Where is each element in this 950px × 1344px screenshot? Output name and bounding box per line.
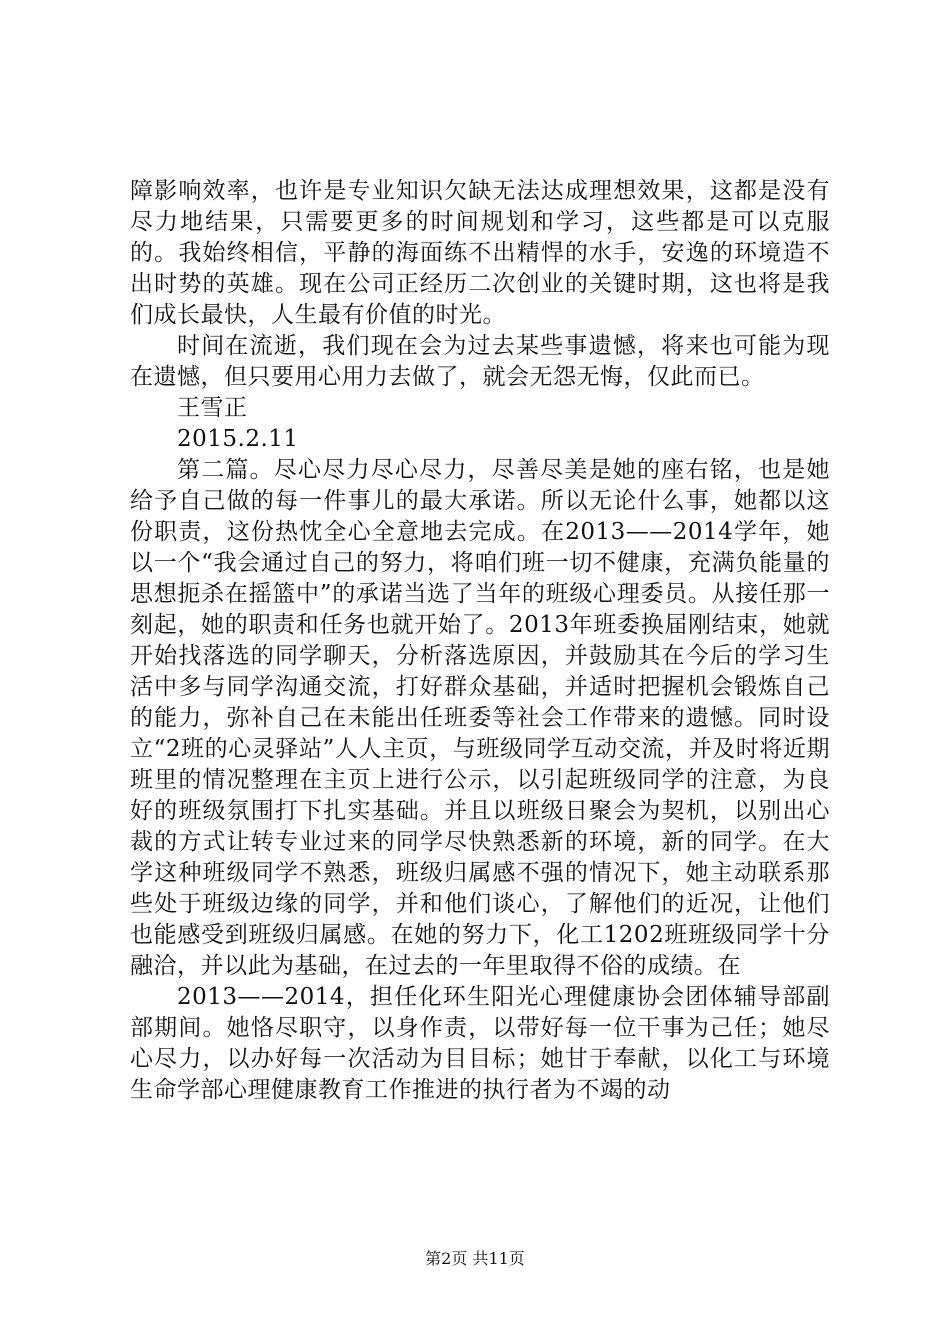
document-body [130,176,830,1106]
author-name: 王雪正 [177,395,248,421]
paragraph-6: 2013——2014，担任化环生阳光心理健康协会团体辅导部副部期间。她恪尽职守，以身作责，以带好每一位干事为己任；她尽心尽力，以办好每一次活动为目目标；她甘于奉献，以化工与环境生命学部心理健康教育工作推进的执行者为不竭的动 [130,984,830,1103]
date-line: 2015.2.11 [177,426,299,452]
paragraph-5: 第二篇。尽心尽力尽心尽力，尽善尽美是她的座右铭，也是她给予自己做的每一件事儿的最大承诺。所以无论什么事，她都以这份职责，这份热忱全心全意地去完成。在2013——2014学年，她以一个“我会通过自己的努力，将咱们班一切不健康，充满负能量的思想扼杀在摇篮中”的承诺当选了当年的班级心理委员。从接任那一刻起，她的职责和任务也就开始了。2013年班委换届刚结束，她就开始找落选的同学聊天，分析落选原因，并鼓励其在今后的学习生活中多与同学沟通交流，打好群众基础，并适时把握机会锻炼自己的能力，弥补自己在未能出任班委等社会工作带来的遗憾。同时设立“2班的心灵驿站”人人主页，与班级同学互动交流，并及时将近期班里的情况整理在主页上进行公示，以引起班级同学的注意，为良好的班级氛围打下扎实基础。并且以班级日聚会为契机，以别出心裁的方式让转专业过来的同学尽快熟悉新的环境，新的同学。在大学这种班级同学不熟悉，班级归属感不强的情况下，她主动联系那些处于班级边缘的同学，并和他们谈心，了解他们的近况，让他们也能感受到班级归属感。在她的努力下，化工1202班班级同学十分融洽，并以此为基础，在过去的一年里取得不俗的成绩。在 [130,457,830,979]
paragraph-1: 障影响效率，也许是专业知识欠缺无法达成理想效果，这都是没有尽力地结果，只需要更多的时间规划和学习，这些都是可以克服的。我始终相信，平静的海面练不出精悍的水手，安逸的环境造不出时势的英雄。现在公司正经历二次创业的关键时期，这也将是我们成长最快，人生最有价值的时光。 [130,178,830,328]
page-footer: 第2页 共11页 [425,1249,525,1268]
paragraph-2: 时间在流逝，我们现在会为过去某些事遗憾，将来也可能为现在遗憾，但只要用心用力去做了，就会无怨无悔，仅此而已。 [130,333,830,390]
